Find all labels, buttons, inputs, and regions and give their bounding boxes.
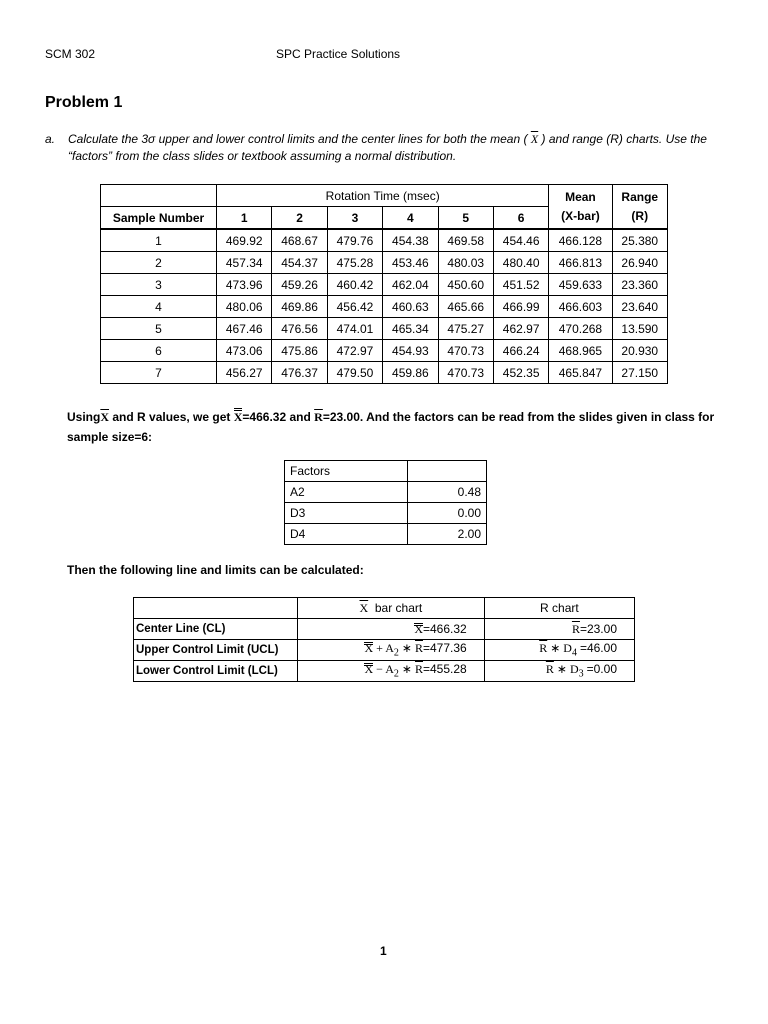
xbar-rbar-paragraph [67, 407, 727, 447]
mean-cell: 470.268 [549, 318, 612, 340]
observation-cell: 470.73 [438, 340, 493, 362]
observation-cell: 453.46 [383, 252, 438, 274]
r-chart-header: R chart [484, 598, 634, 619]
range-cell: 20.930 [612, 340, 668, 362]
r-center-line [484, 619, 634, 640]
sample-number-cell: 1 [101, 229, 217, 252]
mean-header-line2: (X-bar) [561, 208, 600, 223]
rotation-time-header: Rotation Time (msec) [217, 185, 549, 207]
observation-cell: 462.97 [493, 318, 548, 340]
obs-header: 4 [383, 207, 438, 230]
observation-cell: 457.34 [217, 252, 272, 274]
xbar-chart-header [298, 598, 485, 619]
observation-cell: 459.26 [272, 274, 327, 296]
xdoublebar-symbol: X [364, 641, 374, 656]
observation-cell: 475.86 [272, 340, 327, 362]
observation-cell: 475.27 [438, 318, 493, 340]
obs-header: 6 [493, 207, 548, 230]
part-a-label: a. [45, 132, 56, 146]
ucl-formula: + $A_2$ ∗ [373, 641, 415, 659]
mean-header-line1: Mean [565, 189, 596, 204]
xdoublebar-symbol: X [414, 621, 423, 636]
sample-number-cell: 4 [101, 296, 217, 318]
factors-header: Factors [285, 461, 408, 482]
observation-cell: 469.86 [272, 296, 327, 318]
observation-cell: 473.06 [217, 340, 272, 362]
observation-cell: 462.04 [383, 274, 438, 296]
rbar-symbol: $\overline{R}$ [545, 662, 554, 677]
observation-cell: 480.06 [217, 296, 272, 318]
observation-cell: 465.34 [383, 318, 438, 340]
mean-cell: 466.128 [549, 229, 612, 252]
r-lcl [484, 661, 634, 682]
xbar-center-line [298, 619, 485, 640]
sample-number-cell: 3 [101, 274, 217, 296]
observation-cell: 466.99 [493, 296, 548, 318]
factor-value: 0.48 [408, 482, 487, 503]
question-post: ) and range (R) charts. Use the “factors” from the class slides or textbook assuming a normal distribution. [68, 132, 707, 163]
mean-cell: 459.633 [549, 274, 612, 296]
page-number: 1 [380, 944, 387, 958]
range-header-line1: Range [621, 189, 659, 204]
obs-header: 5 [438, 207, 493, 230]
mean-header [549, 185, 612, 230]
factors-table [284, 460, 487, 545]
factor-name: D3 [285, 503, 408, 524]
observation-cell: 454.38 [383, 229, 438, 252]
problem-heading: Problem 1 [45, 94, 123, 111]
sample-number-header: Sample Number [101, 207, 217, 230]
observation-cell: 450.60 [438, 274, 493, 296]
observation-cell: 480.40 [493, 252, 548, 274]
obs-header: 1 [217, 207, 272, 230]
rotation-time-table [100, 184, 668, 384]
observation-cell: 465.66 [438, 296, 493, 318]
d3-formula: ∗ $D_3$ [553, 662, 584, 680]
limits-intro-paragraph: Then the following line and limits can be calculated: [67, 563, 364, 577]
range-cell: 27.150 [612, 362, 668, 384]
r-ucl-value: =46.00 [579, 641, 617, 656]
observation-cell: 470.73 [438, 362, 493, 384]
factors-header-blank [408, 461, 487, 482]
table-row [101, 296, 668, 318]
table-row [101, 252, 668, 274]
table-row [101, 229, 668, 252]
para1-t2: and R values, we get [112, 410, 231, 424]
data-table-body [101, 229, 668, 384]
xbar-lcl-value: =455.28 [423, 662, 467, 677]
observation-cell: 454.37 [272, 252, 327, 274]
factor-name: A2 [285, 482, 408, 503]
observation-cell: 469.92 [217, 229, 272, 252]
observation-cell: 454.93 [383, 340, 438, 362]
table-row [101, 318, 668, 340]
observation-cell: 454.46 [493, 229, 548, 252]
para1-t4: =23.00. And the factors can be read from the slides given in class for sample size=6: [67, 410, 715, 444]
observation-cell: 474.01 [327, 318, 382, 340]
r-cl-value: =23.00 [579, 621, 617, 636]
mean-cell: 468.965 [549, 340, 612, 362]
center-line-label: Center Line (CL) [134, 619, 298, 640]
range-cell: 23.360 [612, 274, 668, 296]
factor-name: D4 [285, 524, 408, 545]
xbar-symbol: $\overline{X}$ [100, 410, 110, 424]
xbar-ucl-value: =477.36 [423, 641, 467, 656]
observation-cell: 459.86 [383, 362, 438, 384]
observation-cell: 466.24 [493, 340, 548, 362]
sample-number-cell: 5 [101, 318, 217, 340]
sample-number-cell: 6 [101, 340, 217, 362]
question-pre: Calculate the 3σ upper and lower control limits and the center lines for both the mean ( [68, 132, 528, 146]
xbar-chart-header-text: bar chart [374, 600, 423, 615]
factor-value: 0.00 [408, 503, 487, 524]
observation-cell: 479.76 [327, 229, 382, 252]
observation-cell: 467.46 [217, 318, 272, 340]
obs-header: 3 [327, 207, 382, 230]
xdoublebar-symbol: X [234, 407, 243, 427]
sample-number-cell: 7 [101, 362, 217, 384]
rbar-symbol: $\overline{R}$ [571, 621, 580, 636]
observation-cell: 472.97 [327, 340, 382, 362]
table-row [101, 274, 668, 296]
observation-cell: 456.42 [327, 296, 382, 318]
observation-cell: 479.50 [327, 362, 382, 384]
observation-cell: 460.42 [327, 274, 382, 296]
observation-cell: 469.58 [438, 229, 493, 252]
factor-value: 2.00 [408, 524, 487, 545]
para1-t1: Using [67, 410, 101, 424]
xbar-symbol: $\overline{X}$ [359, 600, 369, 615]
table-row [101, 362, 668, 384]
observation-cell: 476.37 [272, 362, 327, 384]
observation-cell: 475.28 [327, 252, 382, 274]
rbar-symbol: $\overline{R}$ [414, 662, 423, 677]
range-cell: 13.590 [612, 318, 668, 340]
ucl-label: Upper Control Limit (UCL) [134, 640, 298, 661]
mean-cell: 466.603 [549, 296, 612, 318]
table-row [101, 340, 668, 362]
obs-header: 2 [272, 207, 327, 230]
xbar-ucl [298, 640, 485, 661]
xbar-cl-value: =466.32 [423, 621, 467, 636]
header-title: SPC Practice Solutions [276, 47, 401, 61]
range-cell: 25.380 [612, 229, 668, 252]
para1-t3: =466.32 and [242, 410, 311, 424]
rbar-symbol: $\overline{R}$ [539, 641, 548, 656]
mean-cell: 466.813 [549, 252, 612, 274]
observation-cell: 473.96 [217, 274, 272, 296]
mean-cell: 465.847 [549, 362, 612, 384]
r-lcl-value: =0.00 [586, 662, 617, 677]
sample-number-cell: 2 [101, 252, 217, 274]
xdoublebar-symbol: X [364, 662, 374, 677]
observation-cell: 456.27 [217, 362, 272, 384]
observation-cell: 460.63 [383, 296, 438, 318]
part-a-text [68, 131, 725, 165]
xbar-lcl [298, 661, 485, 682]
observation-cell: 451.52 [493, 274, 548, 296]
xbar-symbol: $\overline{X}$ [530, 132, 539, 146]
range-cell: 26.940 [612, 252, 668, 274]
observation-cell: 468.67 [272, 229, 327, 252]
observation-cell: 480.03 [438, 252, 493, 274]
range-header-line2: (R) [631, 208, 649, 223]
d4-formula: ∗ $D_4$ [547, 641, 577, 659]
rbar-symbol: $\overline{R}$ [314, 410, 323, 424]
blank-corner-cell [101, 185, 217, 207]
rbar-symbol: $\overline{R}$ [414, 641, 423, 656]
part-a-question [45, 131, 725, 165]
header-course: SCM 302 [45, 47, 96, 61]
observation-cell: 476.56 [272, 318, 327, 340]
lcl-label: Lower Control Limit (LCL) [134, 661, 298, 682]
observation-cell: 452.35 [493, 362, 548, 384]
range-header [612, 185, 668, 230]
control-limits-table [133, 597, 635, 682]
lcl-formula: − $A_2$ ∗ [373, 662, 415, 680]
r-ucl [484, 640, 634, 661]
range-cell: 23.640 [612, 296, 668, 318]
limits-corner-cell [134, 598, 298, 619]
